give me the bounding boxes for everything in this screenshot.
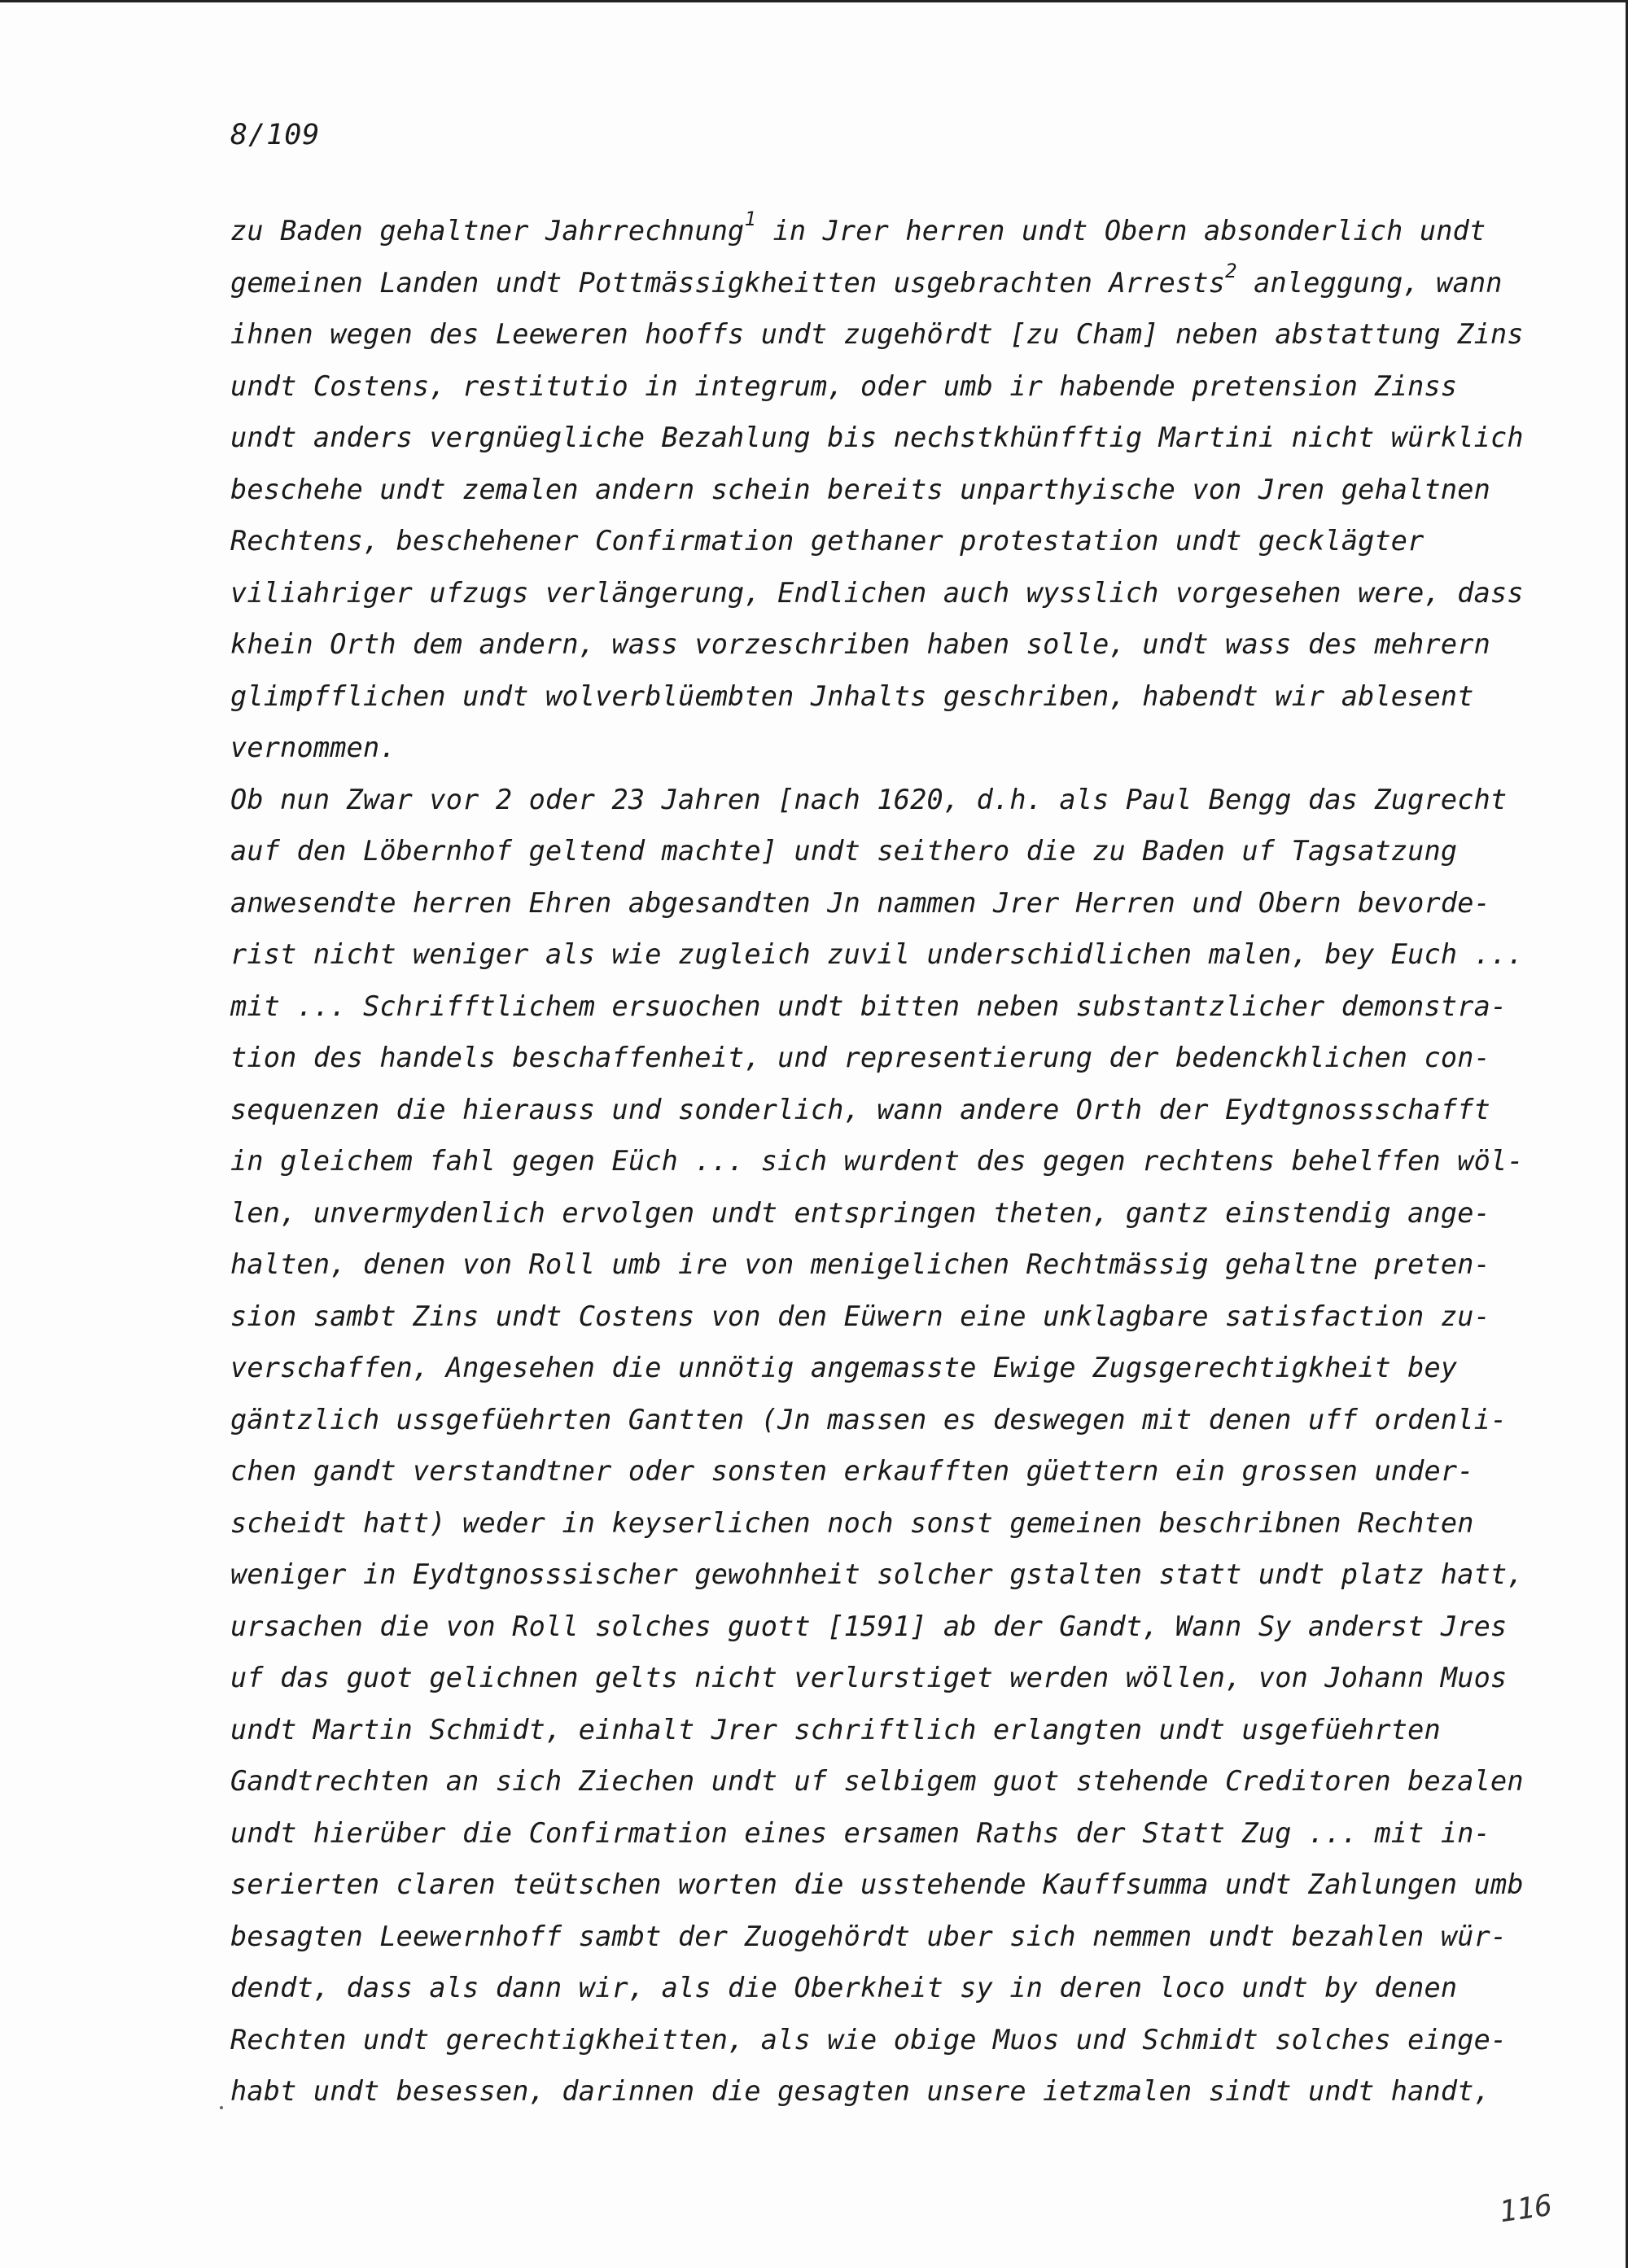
text-line — [230, 1394, 1508, 1446]
text-segment: chen gandt verstandtner oder sonsten erkaufften güettern ein grossen under- — [230, 1455, 1474, 1487]
text-segment: mit ... Schrifftlichem ersuochen undt bitten neben substantzlicher demonstra- — [230, 990, 1508, 1022]
text-line — [230, 1497, 1508, 1549]
page-number: 8/109 — [230, 119, 321, 151]
text-line — [230, 464, 1508, 516]
text-line — [230, 567, 1524, 619]
text-line — [230, 825, 1508, 877]
text-line — [230, 1755, 1524, 1807]
text-segment: beschehe undt zemalen andern schein bereits unparthyische von Jren gehaltnen — [230, 473, 1491, 505]
text-line — [230, 1962, 1508, 2014]
text-segment: in gleichem fahl gegen Eüch ... sich wurdent des gegen rechtens behelffen wöl- — [230, 1145, 1524, 1177]
text-line — [230, 361, 1508, 413]
text-line — [230, 1704, 1508, 1756]
footnote-marker: 2 — [1225, 259, 1237, 282]
text-line — [230, 1549, 1524, 1601]
text-line — [230, 257, 1508, 309]
handwritten-folio-stamp: 116 — [1497, 2188, 1555, 2230]
text-segment: dendt, dass als dann wir, als die Oberkheit sy in deren loco undt by denen — [230, 1972, 1458, 2004]
text-segment: gemeinen Landen undt Pottmässigkheitten usgebrachten Arrests — [230, 266, 1226, 299]
text-line — [230, 1032, 1508, 1084]
text-line — [230, 1859, 1524, 1911]
text-segment: undt Costens, restitutio in integrum, oder umb ir habende pretension Zinss — [230, 369, 1458, 402]
text-segment: ursachen die von Roll solches guott [1591] ab der Gandt, Wann Sy anderst Jres — [230, 1610, 1508, 1642]
text-segment: uf das guot gelichnen gelts nicht verlurstiget werden wöllen, von Johann Muos — [230, 1662, 1508, 1693]
text-line — [230, 1187, 1508, 1239]
text-line — [230, 1911, 1508, 1963]
text-line — [230, 205, 1508, 257]
text-line — [230, 1291, 1508, 1343]
text-segment: sion sambt Zins undt Costens von den Eüwern eine unklagbare satisfaction zu- — [230, 1300, 1491, 1332]
margin-mark — [220, 2106, 223, 2109]
text-line — [230, 1807, 1508, 1859]
text-line — [230, 1601, 1508, 1653]
text-line — [230, 1652, 1508, 1704]
text-line — [230, 671, 1508, 723]
text-line — [230, 877, 1508, 929]
text-segment: serierten claren teütschen worten die usstehende Kauffsumma undt Zahlungen umb — [230, 1868, 1524, 1900]
text-line — [230, 1135, 1524, 1187]
text-segment: auf den Löbernhof geltend machte] undt seithero die zu Baden uf Tagsatzung — [230, 835, 1458, 867]
text-segment: undt hierüber die Confirmation eines ersamen Raths der Statt Zug ... mit in- — [230, 1816, 1491, 1849]
text-line — [230, 412, 1524, 464]
text-line — [230, 2014, 1508, 2066]
text-line — [230, 1342, 1508, 1394]
text-segment: anleggung, wann — [1236, 266, 1503, 299]
text-segment: sequenzen die hierauss und sonderlich, wann andere Orth der Eydtgnossschafft — [230, 1093, 1491, 1125]
text-segment: len, unvermydenlich ervolgen undt entspringen theten, gantz einstendig ange- — [230, 1196, 1491, 1229]
text-segment: undt anders vergnüegliche Bezahlung bis nechstkhünfftig Martini nicht würklich — [230, 422, 1524, 453]
text-segment: Ob nun Zwar vor 2 oder 23 Jahren [nach 1620, d.h. als Paul Bengg das Zugrecht — [230, 783, 1508, 815]
text-segment: rist nicht weniger als wie zugleich zuvil underschidlichen malen, bey Euch ... — [230, 938, 1524, 970]
text-segment: halten, denen von Roll umb ire von menigelichen Rechtmässig gehaltne preten- — [230, 1248, 1491, 1280]
text-segment: in Jrer herren undt Obern absonderlich undt — [756, 215, 1486, 247]
text-line — [230, 1239, 1508, 1291]
text-segment: Rechtens, beschehener Confirmation gethaner protestation undt gecklägter — [230, 525, 1424, 557]
footnote-marker: 1 — [744, 208, 757, 230]
text-line — [230, 515, 1508, 567]
text-segment: zu Baden gehaltner Jahrrechnung — [230, 215, 745, 247]
text-segment: tion des handels beschaffenheit, und representierung der bedenckhlichen con- — [230, 1042, 1491, 1073]
text-segment: viliahriger ufzugs verlängerung, Endlichen auch wysslich vorgesehen were, dass — [230, 576, 1524, 609]
text-segment: Rechten undt gerechtigkheitten, als wie obige Muos und Schmidt solches einge- — [230, 2023, 1508, 2056]
text-segment: scheidt hatt) weder in keyserlichen noch sonst gemeinen beschribnen Rechten — [230, 1506, 1474, 1539]
text-segment: anwesendte herren Ehren abgesandten Jn nammen Jrer Herren und Obern bevorde- — [230, 886, 1491, 919]
text-segment: weniger in Eydtgnosssischer gewohnheit solcher gstalten statt undt platz hatt, — [230, 1558, 1524, 1590]
text-segment: ihnen wegen des Leeweren hooffs undt zugehördt [zu Cham] neben abstattung Zins — [230, 318, 1524, 350]
text-line — [230, 1084, 1508, 1136]
body-text — [230, 205, 1524, 2117]
text-line — [230, 774, 1508, 826]
text-segment: glimpfflichen undt wolverblüembten Jnhalts geschriben, habendt wir ablesent — [230, 680, 1474, 712]
text-line — [230, 2065, 1508, 2117]
text-line — [230, 722, 1508, 774]
text-segment: vernommen. — [230, 732, 396, 763]
text-segment: khein Orth dem andern, wass vorzeschriben haben solle, undt wass des mehrern — [230, 628, 1491, 660]
text-segment: gäntzlich ussgefüehrten Gantten (Jn massen es deswegen mit denen uff ordenli- — [230, 1403, 1508, 1436]
text-segment: Gandtrechten an sich Ziechen undt uf selbigem guot stehende Creditoren bezalen — [230, 1765, 1524, 1797]
text-line — [230, 929, 1524, 981]
text-line — [230, 1445, 1508, 1497]
text-segment: besagten Leewernhoff sambt der Zuogehördt uber sich nemmen undt bezahlen wür- — [230, 1920, 1508, 1952]
text-line — [230, 981, 1508, 1033]
text-line — [230, 618, 1508, 671]
text-segment: verschaffen, Angesehen die unnötig angemasste Ewige Zugsgerechtigkheit bey — [230, 1352, 1458, 1383]
text-segment: habt undt besessen, darinnen die gesagten unsere ietzmalen sindt undt handt, — [230, 2075, 1491, 2107]
text-line — [230, 308, 1524, 361]
text-segment: undt Martin Schmidt, einhalt Jrer schriftlich erlangten undt usgefüehrten — [230, 1713, 1441, 1746]
page-border-top — [0, 0, 1628, 2]
